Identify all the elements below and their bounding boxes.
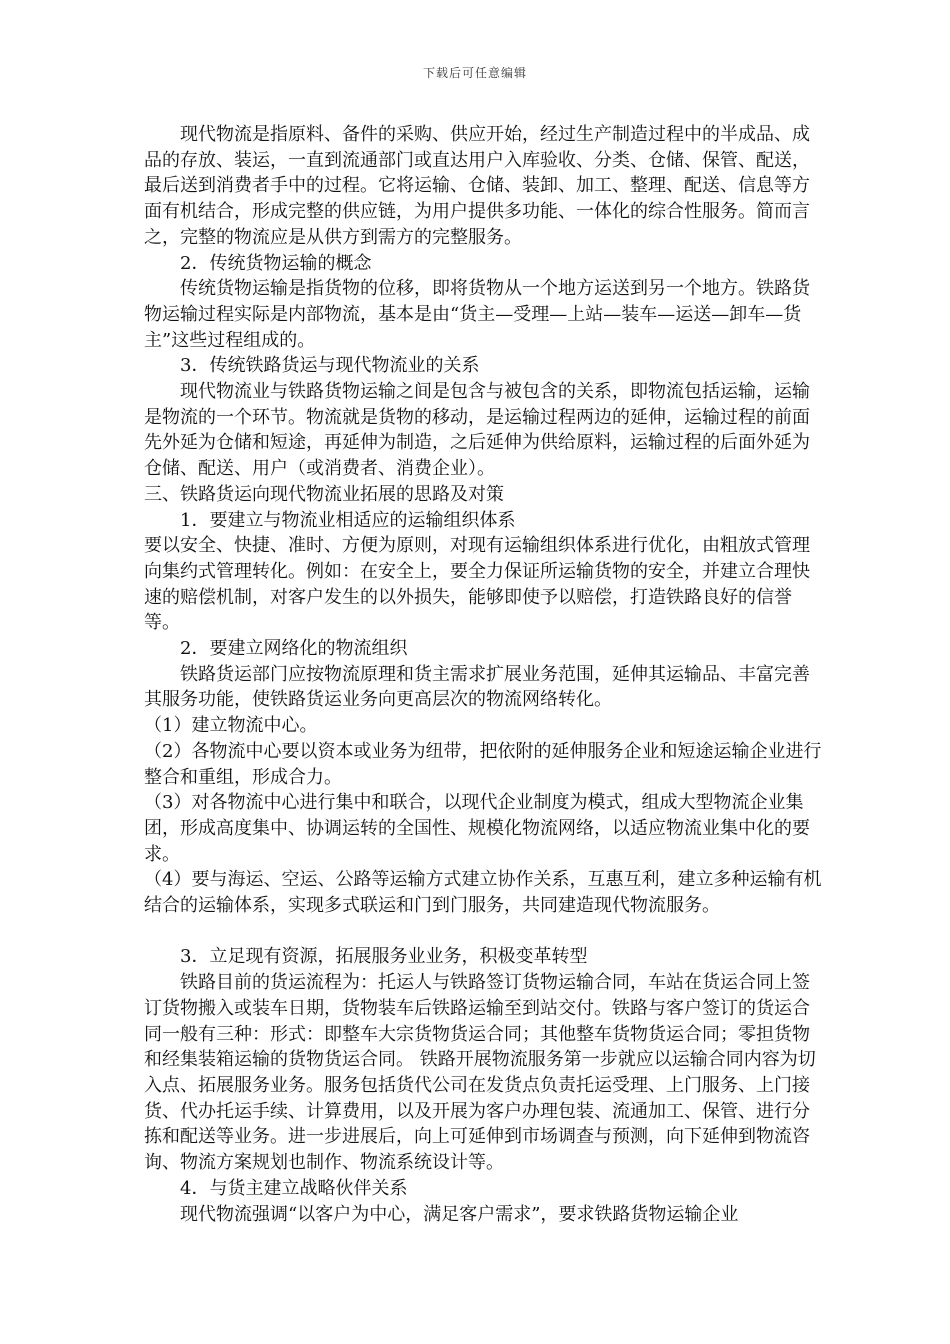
heading-expand-services: 3．立足现有资源，拓展服务业业务，积极变革转型 <box>180 946 588 968</box>
paragraph-railway-logistics-relation: 现代物流业与铁路货物运输之间是包含与被包含的关系，即物流包括运输，运输是物流的一个环节。物流就是货物的移动，是运输过程两边的延伸，运输过程的前面先外延为仓储和短途，再延伸为制造，之后延伸为供给原料，运输过程的后面外延为仓储、配送、用户（或消费者、消费企业）。 <box>144 381 810 480</box>
list-item-3: （3）对各物流中心进行集中和联合，以现代企业制度为模式，组成大型物流企业集团，形成高度集中、协调运转的全国性、规模化物流网络，以适应物流业集中化的要求。 <box>144 792 810 865</box>
blank-line <box>144 919 824 945</box>
paragraph-modern-logistics-definition: 现代物流是指原料、备件的采购、供应开始，经过生产制造过程中的半成品、成品的存放、装运，一直到流通部门或直达用户入库验收、分类、仓储、保管、配送，最后送到消费者手中的过程。它将运输、仓储、装卸、加工、整理、配送、信息等方面有机结合，形成完整的供应链，为用户提供多功能、一体化的综合性服务。简而言之，完整的物流应是从供方到需方的完整服务。 <box>144 124 810 248</box>
list-item-4: （4）要与海运、空运、公路等运输方式建立协作关系，互惠互利，建立多种运输有机结合的运输体系，实现多式联运和门到门服务，共同建造现代物流服务。 <box>144 869 822 917</box>
heading-strategic-partnership: 4．与货主建立战略伙伴关系 <box>180 1177 408 1199</box>
paragraph-expand-services: 铁路目前的货运流程为：托运人与铁路签订货物运输合同，车站在货运合同上签订货物搬入或装车日期，货物装车后铁路运输至到站交付。铁路与客户签订的货运合同一般有三种：形式：即整车大宗货物货运合同；其他整车货物货运合同；零担货物和经集装箱运输的货物货运合同。 铁路开展物流服务第一步就应以运输合同内容为切入点、拓展服务业务。服务包括货代公司在发货点负责托运受理、上门服务、上门接货、代办托运手续、计算费用，以及开展为客户办理包装、流通加工、保管、进行分拣和配送等业务。进一步进展后，向上可延伸到市场调查与预测，向下延伸到物流咨询、物流方案规划也制作、物流系统设计等。 <box>144 972 816 1174</box>
heading-transport-organization: 1．要建立与物流业相适应的运输组织体系 <box>180 509 516 531</box>
heading-railway-logistics-relation: 3．传统铁路货运与现代物流业的关系 <box>180 355 480 377</box>
document-body <box>144 122 824 1227</box>
section-heading-strategies: 三、铁路货运向现代物流业拓展的思路及对策 <box>144 483 504 505</box>
list-item-2: （2）各物流中心要以资本或业务为纽带，把依附的延伸服务企业和短途运输企业进行整合和重组，形成合力。 <box>144 740 822 788</box>
page-header-note: 下载后可任意编辑 <box>422 66 527 80</box>
paragraph-transport-organization: 要以安全、快捷、准时、方便为原则，对现有运输组织体系进行优化，由粗放式管理向集约式管理转化。例如：在安全上，要全力保证所运输货物的安全，并建立合理快速的赔偿机制，对客户发生的以外损失，能够即使予以赔偿，打造铁路良好的信誉等。 <box>144 535 810 634</box>
paragraph-strategic-partnership: 现代物流强调“以客户为中心，满足客户需求”，要求铁路货物运输企业 <box>180 1203 739 1225</box>
list-item-1: （1）建立物流中心。 <box>144 715 318 737</box>
paragraph-network-logistics: 铁路货运部门应按物流原理和货主需求扩展业务范围，延伸其运输品、丰富完善其服务功能，使铁路货运业务向更高层次的物流网络转化。 <box>144 663 810 711</box>
paragraph-traditional-transport: 传统货物运输是指货物的位移，即将货物从一个地方运送到另一个地方。铁路货物运输过程实际是内部物流，基本是由“货主—受理—上站—装车—运送—卸车—货主”这些过程组成的。 <box>144 278 810 351</box>
heading-network-logistics: 2．要建立网络化的物流组织 <box>180 638 408 660</box>
heading-traditional-transport-concept: 2．传统货物运输的概念 <box>180 252 372 274</box>
